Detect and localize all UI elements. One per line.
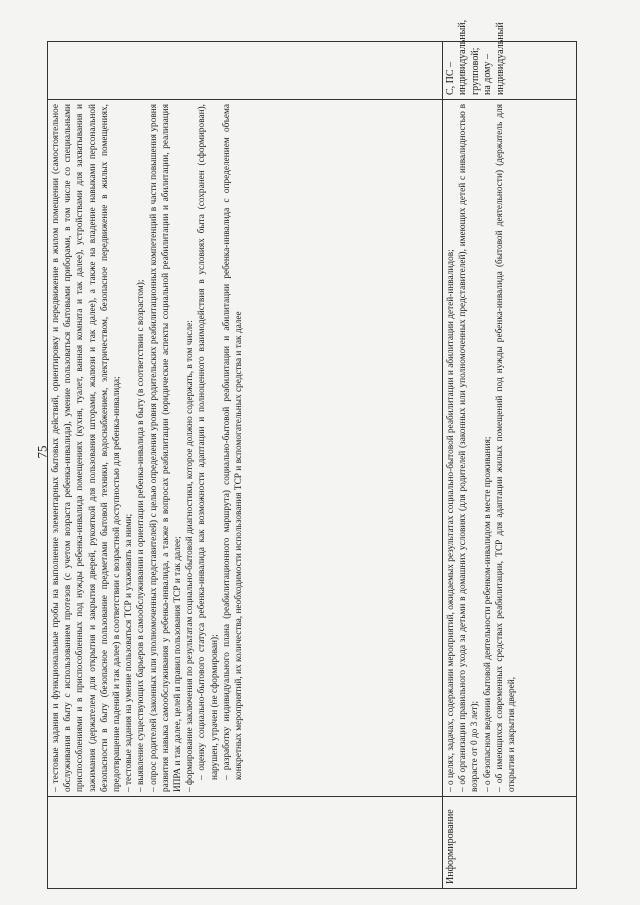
content-item: – о безопасном ведении бытовой деятельности ребенком-инвалидом в месте проживания; (482, 436, 493, 792)
rotated-table-wrapper (47, 19, 577, 889)
table-row (443, 42, 577, 889)
service-name-cell (48, 797, 443, 889)
table-row (48, 42, 443, 889)
service-content-cell (443, 100, 577, 797)
content-item: – тестовые задания на умение пользоваться ТСР и ухаживать за ними; (124, 513, 135, 792)
content-sub-item: – оценку социально-бытового статуса ребенка-инвалида как возможности адаптации и полноценного взаимодействия в условиях быта (сохранен (сформирован), нарушен, утрачен (не сформирован); (197, 104, 220, 780)
content-item: – тестовые задания и функциональные пробы на выполнение элементарных бытовых действий, ориентировку и передвижение в жилом помещении (самостоятельное обслуживания в быту с использованием протезов (с учетом возраста ребенка-инвалида), умение пользоваться бытовыми приборами, в том числе со специальными приспособлениями и в приспособленных под нужды ребенка-инвалида помещениях (кухня, туалет, ванная комната и так далее), устройствами для захватывания и зажимания (держателем для открытия и закрытия дверей, рукояткой для пользования шторами, жалюзи и так далее), а также на владение навыками персональной безопасности в быту (безопасное пользование предметами бытовой техники, водоснабжением, электричеством, безопасное передвижение в жилых помещениях, предотвращение падений и так далее) в соответствии с возрастной доступностью для ребенка-инвалида; (51, 104, 123, 792)
page-number: 75 (34, 445, 50, 459)
services-table (47, 19, 577, 889)
service-form-cell: С, ПС – индивидуальный, групповой; на дому – индивидуальный (443, 42, 577, 100)
content-item: – выявление существующих барьеров в самообслуживании и ориентации ребенка-инвалида в быту (в соответствии с возрастом); (136, 279, 147, 792)
content-item: – об организации правильного ухода за детьми в домашних условиях (для родителей (законных или уполномоченных представителей), имеющих детей с инвалидностью в возрасте от 0 до 3 лет); (458, 104, 481, 792)
service-form-cell (48, 42, 443, 100)
service-content-cell (48, 100, 443, 797)
content-item: – о целях, задачах, содержании мероприятий, ожидаемых результатах социально-бытовой реабилитации и абилитации детей-инвалидов; (446, 249, 456, 792)
service-name-cell: Информирование (443, 797, 577, 889)
content-item: – опрос родителей (законных или уполномоченных представителей) с целью определения уровня родительских реабилитационных компетенций в части повышения уровня развития навыка самообслуживания у ребенка-инвалида, а также в вопросах реабилитации (юридические аспекты социальной реабилитации и абилитации, реализация ИПРА и так далее, целей и правил пользования ТСР и так далее; (148, 104, 184, 792)
content-item: – формирование заключения по результатам социально-бытовой диагностики, которое должно содержать, в том числе: (185, 320, 196, 792)
content-sub-item: – разработку индивидуального плана (реабилитационного маршрута) социально-бытовой реабилитации и абилитации ребенка-инвалида с определением объема конкретных мероприятий, их количества, необходимости использования ТСР и вспомогательных средства и так далее (221, 104, 245, 780)
content-item: – об имеющихся современных средствах реабилитации, ТСР для адаптации жилых помещений под нужды ребенка-инвалида (бытовой деятельности) (держатель для открытия и закрытия дверей, (494, 104, 518, 792)
